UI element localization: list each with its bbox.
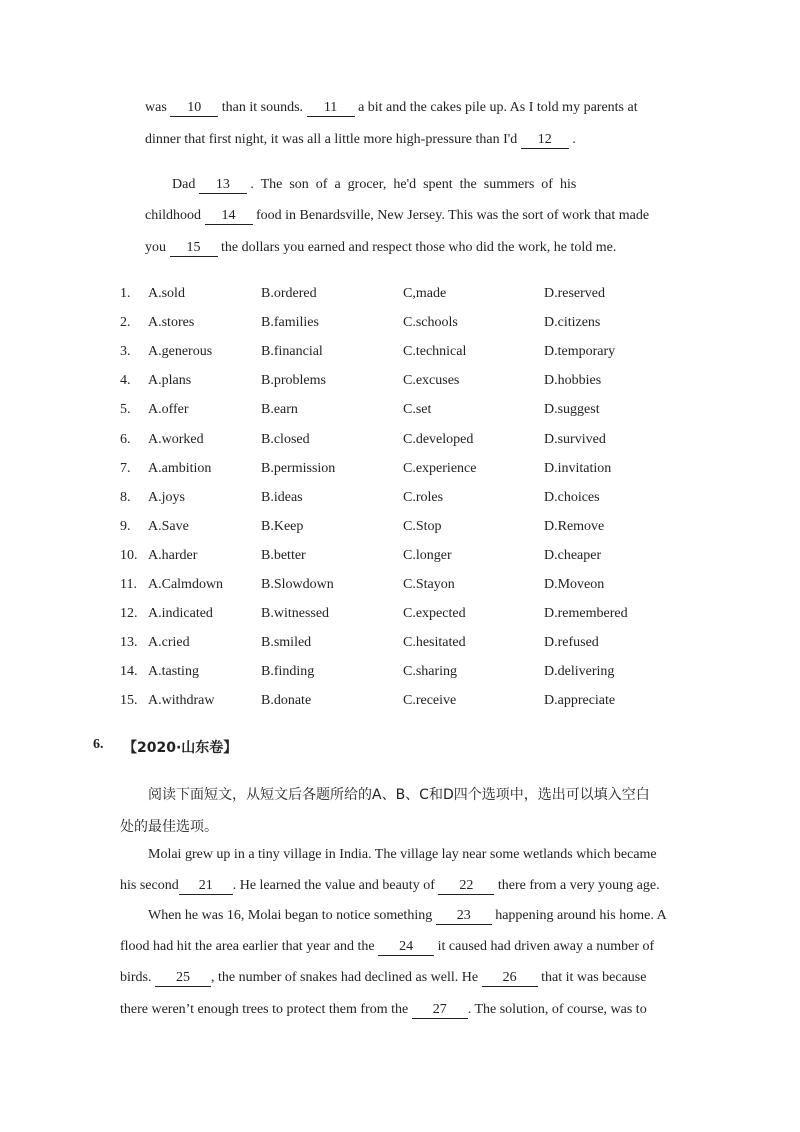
question-number: 10. (120, 547, 138, 563)
option-c: C,made (403, 286, 447, 301)
option-a: A.offer (148, 402, 189, 418)
passage-line (172, 176, 576, 194)
section-title: 【2020·山东卷】 (123, 740, 238, 756)
option-b: B.finding (261, 664, 315, 680)
option-a: A.stores (148, 315, 195, 331)
option-c: C.roles (403, 489, 444, 505)
option-c: C.Stayon (403, 577, 455, 592)
blank-13: 13 (199, 178, 247, 194)
question-number: 1. (120, 286, 131, 301)
text: . The solution, of course, was to (467, 1002, 647, 1017)
option-row (120, 634, 680, 652)
text: . The son of a grocer, he'd spent the summers of his (246, 177, 577, 192)
option-b: B.Slowdown (261, 577, 334, 592)
text: childhood (145, 208, 205, 223)
text: you (145, 240, 170, 255)
option-b: B.ideas (261, 489, 303, 505)
question-number: 12. (120, 606, 138, 622)
option-c: C.set (403, 402, 432, 418)
blank-27: 27 (412, 1003, 468, 1019)
option-c: C.sharing (403, 664, 458, 680)
option-d: D.Moveon (544, 577, 605, 592)
text: a bit and the cakes pile up. As I told my parents at (354, 100, 638, 115)
option-b: B.smiled (261, 635, 312, 651)
option-b: B.better (261, 547, 306, 563)
option-c: C.developed (403, 431, 474, 447)
text: dinner that first night, it was all a little more high-pressure than I'd (145, 132, 521, 147)
option-a: A.joys (148, 489, 185, 505)
question-number: 7. (120, 460, 131, 476)
passage-line (145, 131, 576, 149)
option-row (120, 431, 680, 449)
option-a: A.tasting (148, 664, 199, 680)
text: than it sounds. (218, 100, 307, 115)
option-c: C.excuses (403, 373, 460, 389)
passage-line (120, 1001, 647, 1019)
option-b: B.financial (261, 344, 323, 360)
option-row (120, 489, 680, 507)
option-d: D.invitation (544, 460, 612, 476)
option-row (120, 460, 680, 478)
option-d: D.reserved (544, 286, 606, 301)
option-d: D.remembered (544, 606, 628, 622)
text: Molai grew up in a tiny village in India. The village lay near some wetlands which became (148, 847, 657, 862)
instruction-line: 处的最佳选项。 (120, 819, 218, 835)
option-a: A.ambition (148, 460, 212, 476)
question-number: 6. (120, 431, 131, 447)
option-a: A.plans (148, 373, 192, 389)
blank-24: 24 (378, 940, 434, 956)
option-d: D.refused (544, 635, 599, 651)
option-b: B.permission (261, 460, 336, 476)
option-b: B.Keep (261, 518, 304, 534)
blank-23: 23 (436, 909, 492, 925)
option-row (120, 663, 680, 681)
text: flood had hit the area earlier that year and the (120, 939, 379, 954)
question-number: 8. (120, 489, 131, 505)
passage-line (148, 907, 667, 925)
option-d: D.survived (544, 431, 606, 447)
option-row (120, 285, 680, 303)
blank-12: 12 (521, 133, 569, 149)
option-row (120, 401, 680, 419)
option-a: A.cried (148, 635, 190, 651)
text: was (145, 100, 171, 115)
option-a: A.sold (148, 286, 185, 301)
option-b: B.donate (261, 693, 312, 709)
blank-15: 15 (170, 241, 218, 257)
text: Dad (172, 177, 199, 192)
option-b: B.earn (261, 402, 298, 418)
question-number: 5. (120, 402, 131, 418)
option-d: D.delivering (544, 664, 615, 680)
text: there weren’t enough trees to protect them from the (120, 1002, 412, 1017)
text: that it was because (537, 970, 647, 985)
text: happening around his home. A (491, 908, 667, 923)
blank-14: 14 (205, 209, 253, 225)
instruction-line: 阅读下面短文，从短文后各题所给的A、B、C和D四个选项中，选出可以填入空白 (148, 787, 650, 803)
option-d: D.citizens (544, 315, 601, 331)
option-a: A.worked (148, 431, 204, 447)
option-c: C.receive (403, 693, 457, 709)
text: , the number of snakes had declined as well. He (211, 970, 482, 985)
blank-22: 22 (438, 879, 494, 895)
option-d: D.hobbies (544, 373, 602, 389)
option-c: C.longer (403, 547, 452, 563)
text: When he was 16, Molai began to notice something (148, 908, 436, 923)
section-number: 6. (93, 737, 104, 752)
option-d: D.choices (544, 489, 600, 505)
passage-line (145, 99, 638, 117)
text: food in Benardsville, New Jersey. This was the sort of work that made (252, 208, 650, 223)
option-d: D.Remove (544, 518, 605, 534)
option-row (120, 576, 680, 594)
option-a: A.indicated (148, 606, 213, 622)
text: his second (120, 878, 179, 893)
option-a: A.Calmdown (148, 577, 224, 592)
option-b: B.closed (261, 431, 310, 447)
text: there from a very young age. (494, 878, 660, 893)
option-b: B.ordered (261, 286, 317, 301)
text: the dollars you earned and respect those who did the work, he told me. (217, 240, 617, 255)
blank-25: 25 (155, 971, 211, 987)
option-row (120, 692, 680, 710)
option-c: C.Stop (403, 518, 442, 534)
blank-10: 10 (170, 101, 218, 117)
question-number: 15. (120, 693, 138, 709)
option-row (120, 547, 680, 565)
blank-11: 11 (307, 101, 355, 117)
option-c: C.technical (403, 344, 467, 360)
passage-line (145, 207, 649, 225)
option-d: D.temporary (544, 344, 616, 360)
option-c: C.expected (403, 606, 466, 622)
option-b: B.witnessed (261, 606, 330, 622)
text: . He learned the value and beauty of (232, 878, 439, 893)
text: . (568, 132, 576, 147)
question-number: 9. (120, 518, 131, 534)
text: it caused had driven away a number of (434, 939, 655, 954)
passage-line (120, 877, 660, 895)
text: birds. (120, 970, 155, 985)
question-number: 13. (120, 635, 138, 651)
option-b: B.problems (261, 373, 326, 389)
option-c: C.hesitated (403, 635, 466, 651)
option-a: A.generous (148, 344, 213, 360)
option-row (120, 343, 680, 361)
option-d: D.suggest (544, 402, 600, 418)
option-c: C.schools (403, 315, 458, 331)
question-number: 4. (120, 373, 131, 389)
option-c: C.experience (403, 460, 477, 476)
option-b: B.families (261, 315, 319, 331)
question-number: 2. (120, 315, 131, 331)
option-row (120, 314, 680, 332)
passage-line (145, 239, 616, 257)
option-d: D.cheaper (544, 547, 602, 563)
option-a: A.Save (148, 518, 189, 534)
option-row (120, 605, 680, 623)
question-number: 14. (120, 664, 138, 680)
option-a: A.withdraw (148, 693, 215, 709)
question-number: 3. (120, 344, 131, 360)
passage-line (120, 938, 654, 956)
blank-21: 21 (179, 879, 233, 895)
blank-26: 26 (482, 971, 538, 987)
option-d: D.appreciate (544, 693, 616, 709)
option-row (120, 518, 680, 536)
option-row (120, 372, 680, 390)
passage-line (120, 969, 646, 987)
question-number: 11. (120, 577, 137, 592)
option-a: A.harder (148, 547, 198, 563)
passage-line (148, 846, 657, 864)
